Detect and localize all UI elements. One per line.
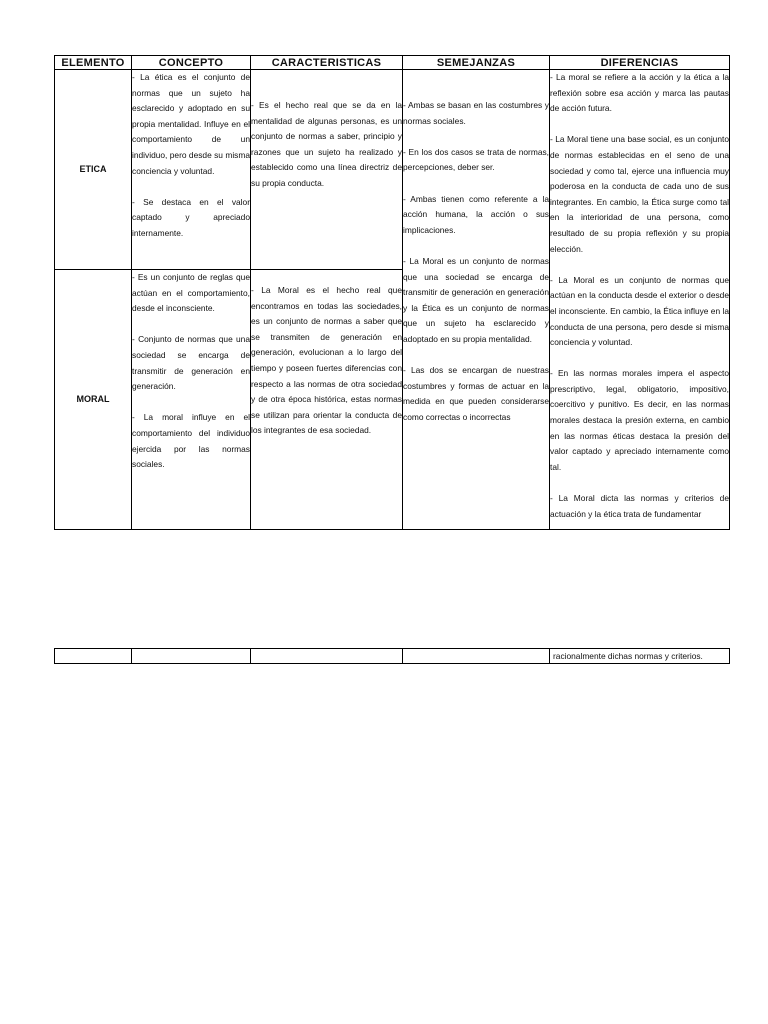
text-paragraph: - La Moral dicta las normas y criterios de actuación y la ética trata de fundamentar [550, 493, 729, 519]
text-paragraph: - Es un conjunto de reglas que actúan en el comportamiento, desde el inconsciente. [132, 272, 250, 314]
empty-cell [403, 649, 550, 664]
caracteristicas-moral [251, 270, 403, 530]
text-paragraph: - La Moral tiene una base social, es un conjunto de normas establecidas en el seno de una sociedad y como tal, ejerce una influencia muy poderosa en la conducta de cada uno de sus integrantes. En cambio, la Ética surge como tal en la interioridad de una persona, como resultado de su propia reflexión y su propia elección. [550, 134, 729, 254]
header-caracteristicas: CARACTERISTICAS [251, 56, 403, 70]
empty-cell [132, 649, 251, 664]
text-paragraph: - La Moral es el hecho real que encontramos en todas las sociedades, es un conjunto de normas a saber que se transmiten de generación en generación, evolucionan a lo largo del tiempo y poseen fuertes diferencias con respecto a las normas de otra sociedad y de otra época histórica, estas normas se utilizan para orientar la conducta de los integrantes de esa sociedad. [251, 285, 402, 436]
concepto-etica [132, 70, 251, 270]
comparison-table [54, 55, 730, 530]
element-moral: MORAL [55, 270, 132, 530]
header-row [55, 56, 730, 70]
text-paragraph: - Ambas tienen como referente a la acción humana, la acción o sus implicaciones. [403, 193, 549, 235]
caracteristicas-etica [251, 70, 403, 270]
text-paragraph: - Conjunto de normas que una sociedad se encarga de transmitir de generación en generación. [132, 334, 250, 392]
element-etica: ETICA [55, 70, 132, 270]
continuation-table [54, 648, 730, 664]
text-paragraph: - La moral se refiere a la acción y la ética a la reflexión sobre esa acción y marca las pautas de acción futura. [550, 72, 729, 114]
concepto-moral [132, 270, 251, 530]
header-concepto: CONCEPTO [132, 56, 251, 70]
text-paragraph: - La ética es el conjunto de normas que un sujeto ha esclarecido y adoptado en su propia mentalidad. Influye en el comportamiento de un individuo, pero desde su misma conciencia y voluntad. [132, 72, 250, 176]
header-diferencias: DIFERENCIAS [550, 56, 730, 70]
text-paragraph: - La Moral es un conjunto de normas que una sociedad se encarga de transmitir de generación en generación y la Ética es un conjunto de normas que un sujeto ha esclarecido y adoptado en su propia mentalidad. [403, 255, 549, 344]
text-paragraph: - La moral influye en el comportamiento del individuo ejercida por las normas sociales. [132, 412, 250, 470]
text-paragraph: - La Moral es un conjunto de normas que actúan en la conducta desde el exterior o desde el inconsciente. En cambio, la Ética influye en la conducta de una persona, pero desde si misma conciencia y voluntad. [550, 274, 729, 348]
empty-cell [251, 649, 403, 664]
continuation-text: racionalmente dichas normas y criterios. [550, 649, 730, 664]
text-paragraph: - Ambas se basan en las costumbres y normas sociales. [403, 100, 549, 126]
table-row-etica [55, 70, 730, 270]
table-row-continuation [55, 649, 730, 664]
text-paragraph: - Es el hecho real que se da en la mentalidad de algunas personas, es un conjunto de normas a saber, principio y razones que un sujeto ha realizado y establecido como una línea directriz de su propia conducta. [251, 100, 402, 188]
text-paragraph: - En los dos casos se trata de normas, percepciones, deber ser. [403, 146, 549, 173]
semejanzas-cell [403, 70, 550, 530]
diferencias-cell [550, 70, 730, 530]
header-elemento: ELEMENTO [55, 56, 132, 70]
text-paragraph: - Se destaca en el valor captado y apreciado internamente. [132, 196, 250, 238]
text-paragraph: - Las dos se encargan de nuestras costumbres y formas de actuar en la medida en que pueden considerarse como correctas o incorrectas [403, 365, 549, 422]
empty-cell [55, 649, 132, 664]
text-paragraph: - En las normas morales impera el aspecto prescriptivo, legal, obligatorio, impositivo, coercitivo y punitivo. Es decir, en las normas morales destaca la presión externa, en cambio en las normas éticas destaca la presión del valor captado y apreciado internamente como tal. [550, 368, 729, 472]
header-semejanzas: SEMEJANZAS [403, 56, 550, 70]
